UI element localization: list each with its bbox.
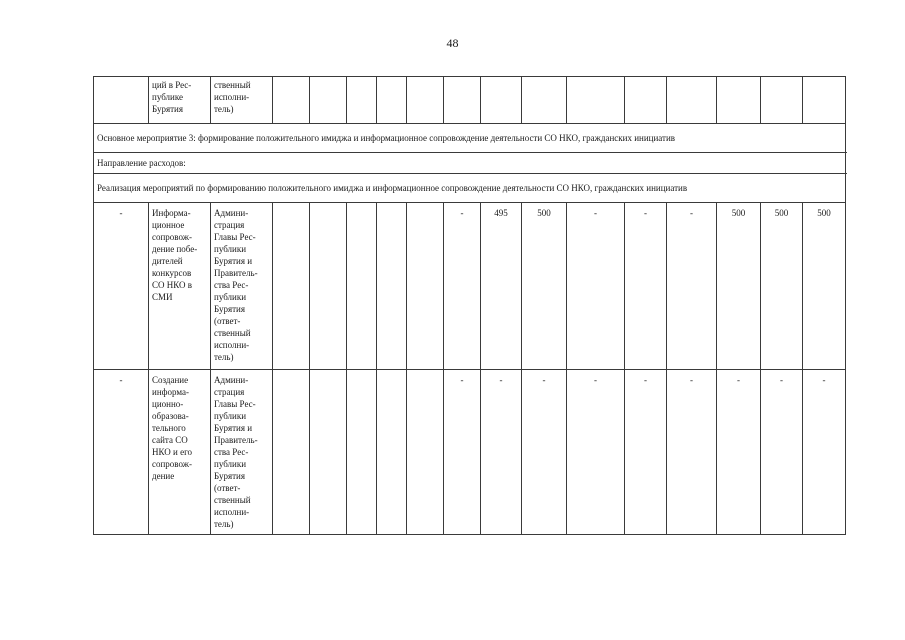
cell-value: - [444, 203, 481, 370]
cell-value [377, 203, 407, 370]
cell-value: - [717, 370, 761, 535]
cell-value: - [481, 370, 522, 535]
cell-value: - [803, 370, 846, 535]
cell-value [310, 370, 347, 535]
cell-value [347, 203, 377, 370]
cell-value [347, 370, 377, 535]
cell-executor: ственный исполни- тель) [211, 77, 273, 124]
cell-name: ций в Рес- публике Бурятия [149, 77, 211, 124]
cell-value: - [625, 203, 667, 370]
cell-value: - [567, 203, 625, 370]
main-event-row [94, 124, 846, 153]
cell-value: - [444, 370, 481, 535]
cell-num [94, 77, 149, 124]
implementation-text: Реализация мероприятий по формированию положительного имиджа и информационное сопровождение деятельности СО НКО, гражданских инициатив [94, 174, 846, 203]
cell-name: Информа- ционное сопровож- дение побе- дителей конкурсов СО НКО в СМИ [149, 203, 211, 370]
cell-executor: Админи- страция Главы Рес- публики Бурятия и Правитель- ства Рес- публики Бурятия (ответ- ственный исполни- тель) [211, 203, 273, 370]
table-row [94, 370, 846, 535]
cell-num: - [94, 203, 149, 370]
cell-value [377, 370, 407, 535]
cell-value: - [567, 370, 625, 535]
page-number: 48 [446, 36, 459, 50]
cell-value: - [625, 370, 667, 535]
cell-value: 495 [481, 203, 522, 370]
cell-executor: Админи- страция Главы Рес- публики Бурятия и Правитель- ства Рес- публики Бурятия (ответ- ственный исполни- тель) [211, 370, 273, 535]
implementation-row [94, 174, 846, 203]
cell-value: 500 [803, 203, 846, 370]
program-table [93, 76, 846, 535]
table-row [94, 203, 846, 370]
table-row-continued [94, 77, 846, 124]
cell-value [273, 370, 310, 535]
cell-value [407, 203, 444, 370]
main-event-text: Основное мероприятие 3: формирование положительного имиджа и информационное сопровождение деятельности СО НКО, гражданских инициатив [94, 124, 846, 153]
cell-name: Создание информа- ционно- образова- тельного сайта СО НКО и его сопровож- дение [149, 370, 211, 535]
cell-value: 500 [522, 203, 567, 370]
cell-value: 500 [717, 203, 761, 370]
cell-value [310, 203, 347, 370]
cell-value: - [667, 370, 717, 535]
cell-value: - [522, 370, 567, 535]
cell-value [273, 203, 310, 370]
cell-value [407, 370, 444, 535]
direction-text: Направление расходов: [94, 153, 846, 174]
cell-num: - [94, 370, 149, 535]
cell-value: - [667, 203, 717, 370]
direction-row [94, 153, 846, 174]
cell-value: 500 [761, 203, 803, 370]
cell-value: - [761, 370, 803, 535]
